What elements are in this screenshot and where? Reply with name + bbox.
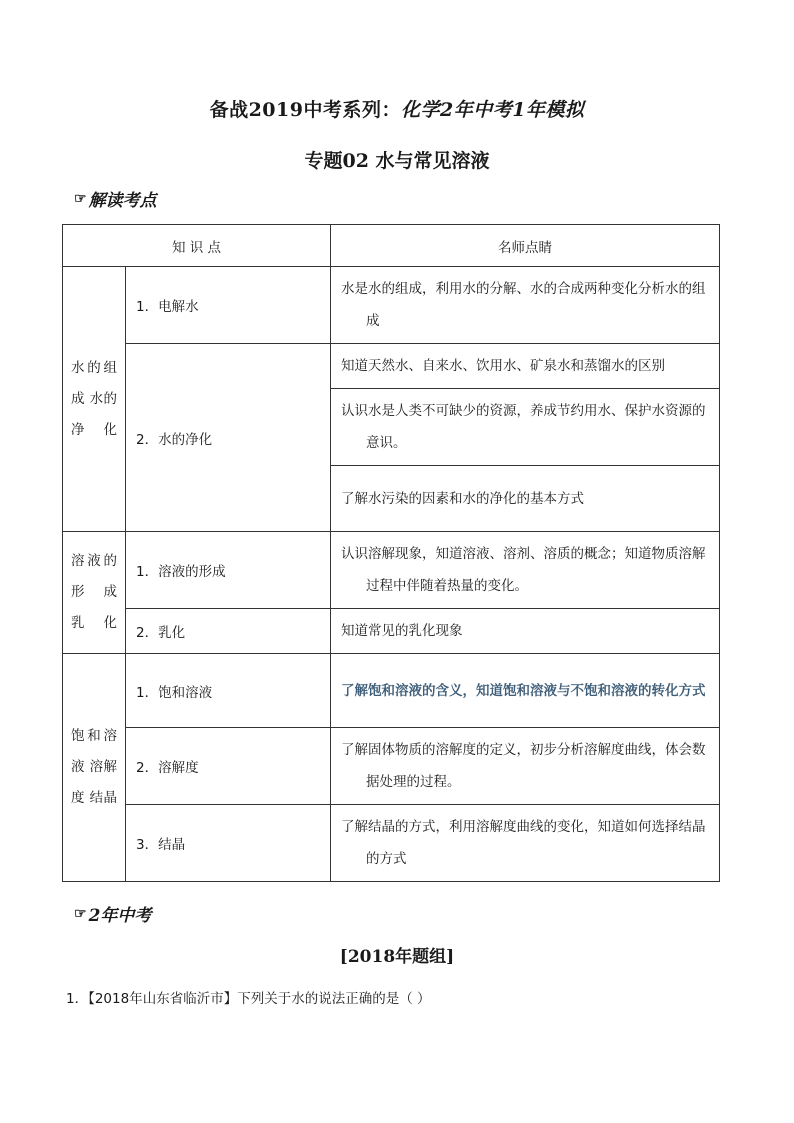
table-row	[63, 532, 720, 609]
subtopic-cell: 2．溶解度	[126, 728, 331, 805]
tip-text: 水是水的组成，利用水的分解、水的合成两种变化分析水的组成	[341, 281, 706, 329]
tip-cell	[331, 267, 720, 344]
subtopic-cell: 1．饱和溶液	[126, 654, 331, 728]
subtopic-cell: 1．溶液的形成	[126, 532, 331, 609]
section-heading-zhongkao	[74, 901, 151, 926]
tip-text: 了解水污染的因素和水的净化的基本方式	[341, 490, 584, 507]
knowledge-table	[62, 224, 720, 882]
title-emphasis: 化学2年中考1年模拟	[400, 99, 585, 121]
page-title	[0, 95, 794, 122]
tip-cell	[331, 466, 720, 532]
pointing-hand-icon: ☞	[74, 905, 87, 922]
tip-text: 认识水是人类不可缺少的资源，养成节约用水、保护水资源的意识。	[341, 403, 706, 451]
section-label: 2年中考	[88, 906, 152, 926]
tip-text: 了解固体物质的溶解度的定义，初步分析溶解度曲线，体会数据处理的过程。	[341, 742, 706, 790]
table-row	[63, 267, 720, 344]
subtopic-cell: 1．电解水	[126, 267, 331, 344]
category-cell: 溶液的形 成 乳化	[63, 532, 126, 654]
table-row	[63, 654, 720, 728]
tip-cell	[331, 532, 720, 609]
subtopic-cell: 2．乳化	[126, 609, 331, 654]
question-item: 1．【2018年山东省临沂市】下列关于水的说法正确的是（ ）	[66, 991, 431, 1007]
tip-text: 了解饱和溶液的含义，知道饱和溶液与不饱和溶液的转化方式	[341, 682, 706, 699]
subtopic-cell: 3．结晶	[126, 805, 331, 882]
table-row	[63, 609, 720, 654]
title-main: 备战2019中考系列：	[209, 99, 401, 121]
section-heading-kaodian	[74, 186, 157, 211]
page-subtitle: 专题02 水与常见溶液	[304, 150, 490, 172]
tip-cell	[331, 609, 720, 654]
table-header-cell: 名师点睛	[331, 225, 720, 267]
category-cell: 饱和溶液 溶解 度 结晶	[63, 654, 126, 882]
tip-text: 知道常见的乳化现象	[341, 623, 463, 639]
question-group-title: [2018年题组]	[339, 947, 455, 967]
tip-cell	[331, 344, 720, 389]
table-header-row	[63, 225, 720, 267]
table-row	[63, 344, 720, 389]
tip-cell	[331, 389, 720, 466]
table-row	[63, 728, 720, 805]
tip-text: 知道天然水、自来水、饮用水、矿泉水和蒸馏水的区别	[341, 358, 665, 374]
table-row	[63, 805, 720, 882]
category-cell: 水的组成 水的净化	[63, 267, 126, 532]
subtopic-cell: 2．水的净化	[126, 344, 331, 532]
section-label: 解读考点	[88, 191, 157, 211]
tip-cell	[331, 728, 720, 805]
tip-text: 认识溶解现象，知道溶液、溶剂、溶质的概念；知道物质溶解过程中伴随着热量的变化。	[341, 546, 706, 594]
pointing-hand-icon: ☞	[74, 190, 87, 207]
tip-text: 了解结晶的方式，利用溶解度曲线的变化，知道如何选择结晶的方式	[341, 819, 706, 867]
tip-cell	[331, 805, 720, 882]
tip-cell-highlighted	[331, 654, 720, 728]
table-header-cell: 知 识 点	[63, 225, 331, 267]
